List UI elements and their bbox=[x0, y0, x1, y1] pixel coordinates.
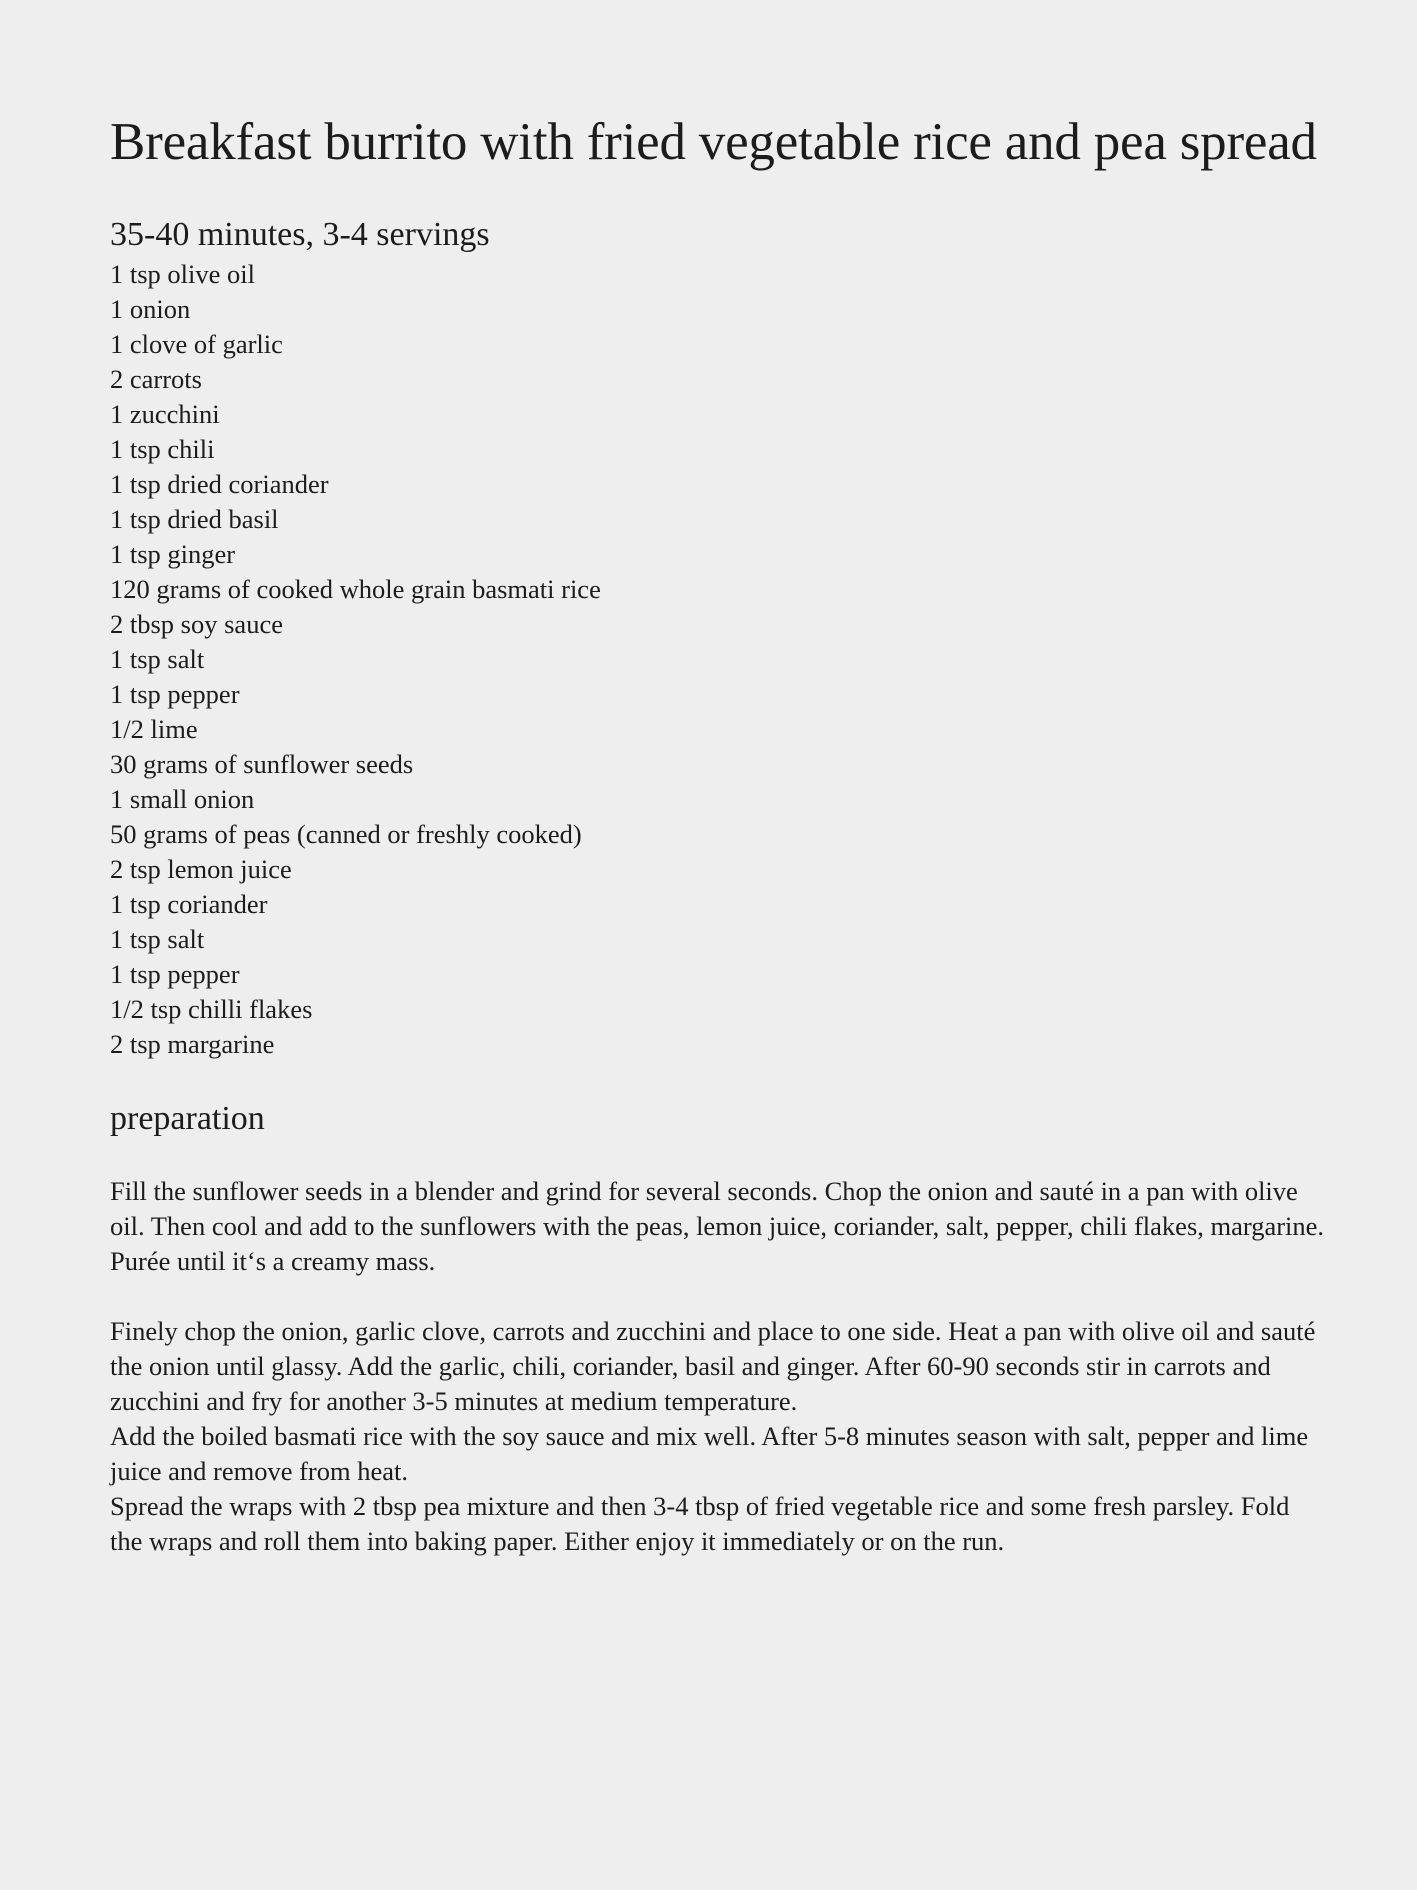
ingredient-item: 2 tsp lemon juice bbox=[110, 854, 292, 884]
ingredient-item: 1/2 tsp chilli flakes bbox=[110, 994, 313, 1024]
preparation-step: Finely chop the onion, garlic clove, carrots and zucchini and place to one side. Heat a pan with olive oil and sauté the onion until glassy. Add the garlic, chili, coriander, basil and ginger. After 60-90 seconds stir in carrots and zucchini and fry for another 3-5 minutes at medium temperature. bbox=[110, 1316, 1316, 1416]
ingredient-list-rice bbox=[110, 257, 1325, 747]
ingredient-item: 50 grams of peas (canned or freshly cooked) bbox=[110, 819, 582, 849]
ingredient-item: 1 tsp salt bbox=[110, 644, 205, 674]
ingredient-item: 1 onion bbox=[110, 294, 191, 324]
recipe-page bbox=[110, 108, 1325, 1559]
ingredient-item: 1 tsp ginger bbox=[110, 539, 236, 569]
ingredient-item: 1/2 lime bbox=[110, 714, 198, 744]
ingredient-item: 2 carrots bbox=[110, 364, 202, 394]
ingredient-item: 1 tsp pepper bbox=[110, 959, 240, 989]
preparation-paragraph: Fill the sunflower seeds in a blender and grind for several seconds. Chop the onion and sauté in a pan with olive oil. Then cool and add to the sunflowers with the peas, lemon juice, coriander, salt, pepper, chili flakes, margarine. Purée until it‘s a creamy mass. bbox=[110, 1176, 1325, 1276]
preparation-steps bbox=[110, 1314, 1325, 1559]
recipe-title: Breakfast burrito with fried vegetable rice and pea spread bbox=[110, 113, 1317, 171]
ingredient-item: 120 grams of cooked whole grain basmati rice bbox=[110, 574, 601, 604]
ingredient-item: 1 tsp dried basil bbox=[110, 504, 279, 534]
recipe-meta: 35-40 minutes, 3-4 servings bbox=[110, 216, 490, 253]
ingredient-list-spread bbox=[110, 747, 1325, 1062]
ingredient-item: 1 tsp coriander bbox=[110, 889, 268, 919]
ingredient-item: 1 small onion bbox=[110, 784, 255, 814]
ingredient-item: 1 zucchini bbox=[110, 399, 220, 429]
ingredient-item: 1 tsp dried coriander bbox=[110, 469, 329, 499]
preparation-step: Spread the wraps with 2 tbsp pea mixture and then 3-4 tbsp of fried vegetable rice and some fresh parsley. Fold the wraps and roll them into baking paper. Either enjoy it immediately or on the run. bbox=[110, 1491, 1290, 1556]
ingredient-item: 1 tsp olive oil bbox=[110, 259, 256, 289]
preparation-heading: preparation bbox=[110, 1100, 265, 1137]
ingredient-item: 30 grams of sunflower seeds bbox=[110, 749, 414, 779]
preparation-step: Add the boiled basmati rice with the soy sauce and mix well. After 5-8 minutes season with salt, pepper and lime juice and remove from heat. bbox=[110, 1421, 1309, 1486]
ingredient-item: 2 tsp margarine bbox=[110, 1029, 275, 1059]
ingredient-item: 1 tsp pepper bbox=[110, 679, 240, 709]
ingredient-item: 1 clove of garlic bbox=[110, 329, 283, 359]
ingredient-item: 2 tbsp soy sauce bbox=[110, 609, 283, 639]
ingredient-item: 1 tsp salt bbox=[110, 924, 205, 954]
ingredient-item: 1 tsp chili bbox=[110, 434, 215, 464]
